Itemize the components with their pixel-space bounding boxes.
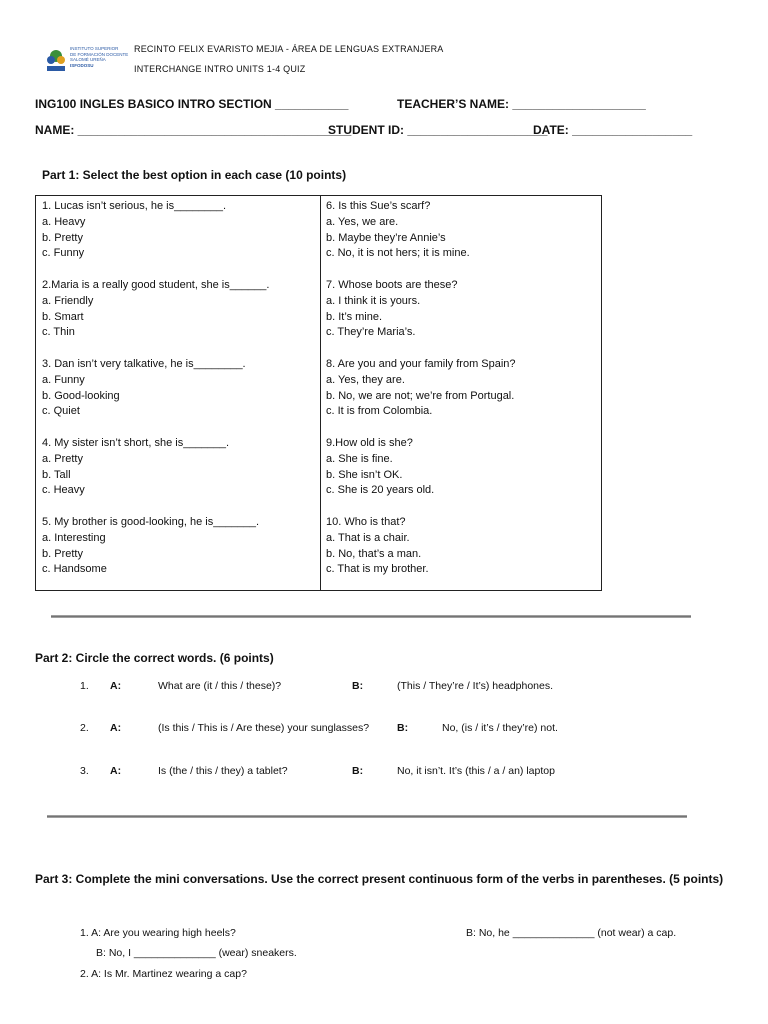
option-9b[interactable]: b. She isn’t OK. — [326, 468, 403, 481]
teacher-name-field[interactable]: TEACHER’S NAME: ____________________ — [397, 97, 646, 111]
course-section-field[interactable]: ING100 INGLES BASICO INTRO SECTION ___________ — [35, 97, 349, 111]
question-10: 10. Who is that? — [326, 515, 406, 528]
question-3: 3. Dan isn’t very talkative, he is________. — [42, 357, 246, 370]
option-6a[interactable]: a. Yes, we are. — [326, 215, 399, 228]
question-6: 6. Is this Sue’s scarf? — [326, 200, 431, 212]
option-4c[interactable]: c. Heavy — [42, 484, 85, 497]
student-id-field[interactable]: STUDENT ID: _____________________ — [328, 123, 548, 137]
option-6b[interactable]: b. Maybe they’re Annie’s — [326, 231, 446, 244]
part2-row-1-a-label: A: — [110, 680, 122, 692]
question-block — [42, 278, 269, 341]
part1-question-table — [35, 195, 602, 591]
question-block — [326, 357, 516, 420]
part2-row-2-b-label: B: — [397, 722, 409, 734]
student-name-field[interactable]: NAME: _________________________________________ — [35, 123, 352, 137]
option-2a[interactable]: a. Friendly — [42, 294, 94, 307]
option-1b[interactable]: b. Pretty — [42, 231, 83, 244]
option-3a[interactable]: a. Funny — [42, 373, 85, 386]
logo-text: INSTITUTO SUPERIOR DE FORMACIÓN DOCENTE SALOMÉ UREÑA ISFODOSU — [70, 46, 129, 68]
part2-title: Part 2: Circle the correct words. (6 points) — [35, 651, 274, 665]
part2-row-3-a-label: A: — [110, 765, 122, 777]
question-block — [326, 436, 516, 499]
option-9c[interactable]: c. She is 20 years old. — [326, 484, 435, 497]
option-7a[interactable]: a. I think it is yours. — [326, 294, 421, 307]
option-5a[interactable]: a. Interesting — [42, 531, 106, 544]
part2-row-1-a-text[interactable]: What are (it / this / these)? — [158, 680, 282, 692]
part1-title: Part 1: Select the best option in each case (10 points) — [42, 168, 347, 182]
question-1: 1. Lucas isn’t serious, he is________. — [42, 200, 227, 212]
part2-row-3-a-text[interactable]: Is (the / this / they) a tablet? — [158, 765, 288, 777]
question-2: 2.Maria is a really good student, she is______. — [42, 278, 270, 291]
question-block — [326, 278, 516, 341]
institution-logo — [44, 46, 68, 74]
option-7b[interactable]: b. It’s mine. — [326, 310, 383, 323]
option-5b[interactable]: b. Pretty — [42, 547, 83, 560]
question-block — [42, 436, 269, 499]
question-block — [42, 515, 269, 578]
part2-row-3-b-text[interactable]: No, it isn’t. It’s (this / a / an) laptop — [397, 765, 555, 777]
option-4b[interactable]: b. Tall — [42, 468, 71, 481]
option-8b[interactable]: b. No, we are not; we’re from Portugal. — [326, 389, 515, 402]
question-block — [42, 357, 269, 420]
question-block — [326, 199, 516, 262]
part2-row-2-a-label: A: — [110, 722, 122, 734]
question-9: 9.How old is she? — [326, 436, 413, 449]
question-8: 8. Are you and your family from Spain? — [326, 357, 516, 370]
part3-item-1-right-b[interactable]: B: No, he ______________ (not wear) a cap. — [466, 927, 677, 939]
option-3b[interactable]: b. Good-looking — [42, 389, 120, 402]
option-8a[interactable]: a. Yes, they are. — [326, 373, 405, 386]
part2-row-1-b-label: B: — [352, 680, 364, 692]
option-8c[interactable]: c. It is from Colombia. — [326, 405, 433, 418]
question-block — [42, 199, 269, 262]
header-line-1: RECINTO FELIX EVARISTO MEJIA - ÁREA DE LENGUAS EXTRANJERA — [134, 44, 444, 54]
option-9a[interactable]: a. She is fine. — [326, 452, 393, 465]
part2-row-3-b-label: B: — [352, 765, 364, 777]
part3-item-2-a: 2. A: Is Mr. Martinez wearing a cap? — [80, 968, 247, 980]
part2-row-3-number: 3. — [80, 765, 89, 777]
part2-row-2-a-text[interactable]: (Is this / This is / Are these) your sunglasses? — [158, 722, 370, 734]
part2-row-2-number: 2. — [80, 722, 89, 734]
option-1a[interactable]: a. Heavy — [42, 215, 86, 228]
section-separator — [51, 615, 691, 618]
date-field[interactable]: DATE: __________________ — [533, 123, 693, 137]
option-5c[interactable]: c. Handsome — [42, 563, 107, 576]
option-10c[interactable]: c. That is my brother. — [326, 563, 429, 576]
part3-item-1-b[interactable]: B: No, I ______________ (wear) sneakers. — [96, 947, 297, 959]
left-question-column — [42, 199, 269, 578]
part3-item-1-a: 1. A: Are you wearing high heels? — [80, 927, 236, 939]
option-3c[interactable]: c. Quiet — [42, 405, 80, 418]
part2-row-2-b-text[interactable]: No, (is / it’s / they’re) not. — [442, 722, 558, 734]
option-4a[interactable]: a. Pretty — [42, 452, 83, 465]
option-10b[interactable]: b. No, that’s a man. — [326, 547, 422, 560]
option-2c[interactable]: c. Thin — [42, 326, 75, 339]
option-6c[interactable]: c. No, it is not hers; it is mine. — [326, 247, 470, 260]
question-5: 5. My brother is good-looking, he is_______. — [42, 515, 260, 528]
part3-title: Part 3: Complete the mini conversations. Use the correct present continuous form of the verbs in parentheses. (5 points) — [35, 872, 724, 886]
question-block — [326, 515, 516, 578]
question-7: 7. Whose boots are these? — [326, 278, 458, 291]
part2-row-1-number: 1. — [80, 680, 89, 692]
right-question-column — [326, 199, 516, 578]
section-separator — [47, 815, 687, 818]
option-7c[interactable]: c. They’re Maria’s. — [326, 326, 416, 339]
option-10a[interactable]: a. That is a chair. — [326, 531, 410, 544]
part2-row-1-b-text[interactable]: (This / They’re / It’s) headphones. — [397, 680, 554, 692]
header-line-2: INTERCHANGE INTRO UNITS 1-4 QUIZ — [134, 64, 306, 74]
option-1c[interactable]: c. Funny — [42, 247, 85, 260]
question-4: 4. My sister isn’t short, she is_______. — [42, 436, 230, 449]
table-column-divider — [320, 196, 321, 590]
option-2b[interactable]: b. Smart — [42, 310, 84, 323]
